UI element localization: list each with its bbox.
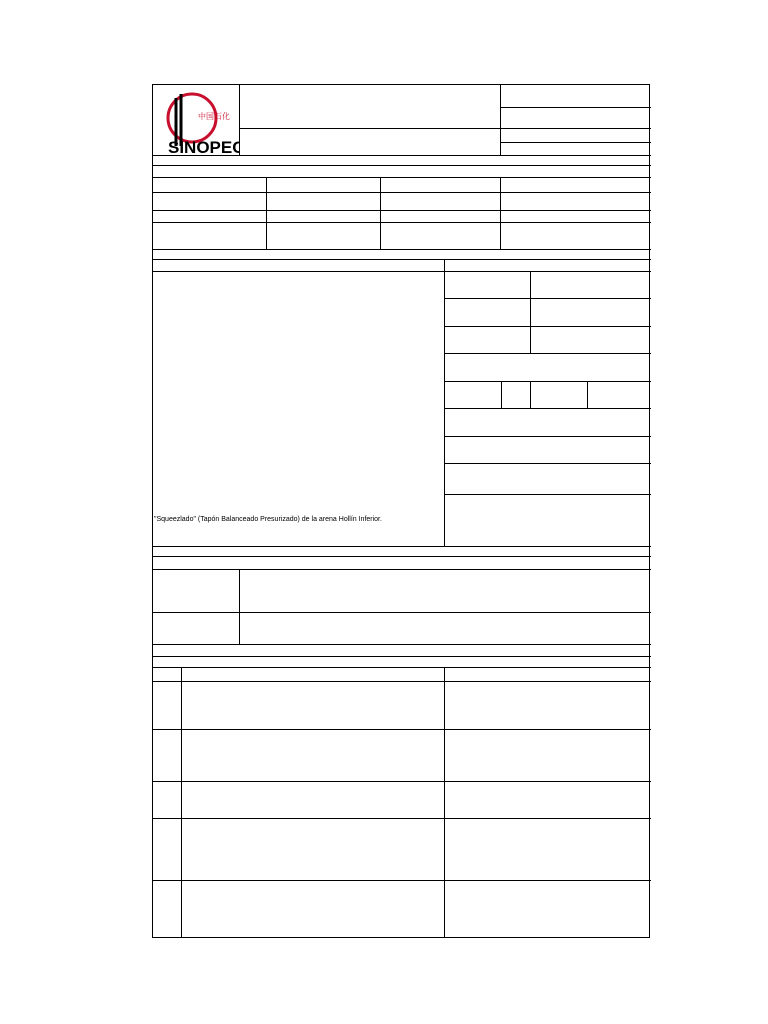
row-line: [153, 210, 651, 211]
header-row-line: [239, 128, 500, 129]
logo-wordmark: SINOPEC: [168, 138, 239, 156]
table-row-line: [153, 880, 651, 881]
table-header-line: [153, 667, 651, 668]
row-line: [153, 546, 651, 547]
table-row-line: [153, 818, 651, 819]
panel-row-line: [444, 353, 651, 354]
row-line: [153, 165, 651, 166]
logo-chinese-text: 中国石化: [198, 112, 230, 121]
panel-row-line: [444, 494, 651, 495]
panel-divider: [501, 381, 502, 408]
sinopec-logo-icon: [154, 86, 239, 156]
header-row-line: [500, 142, 651, 143]
table-divider: [444, 667, 445, 938]
panel-row-line: [444, 463, 651, 464]
panel-row-line: [444, 298, 651, 299]
program-note: "Squeezlado" (Tapón Balanceado Presurizado) de la arena Hollín Inferior.: [154, 516, 382, 523]
program-divider: [444, 259, 445, 546]
panel-row-line: [444, 436, 651, 437]
table-row-line: [153, 681, 651, 682]
header-row-line: [500, 128, 651, 129]
header-row-line: [500, 107, 651, 108]
row-line: [153, 644, 651, 645]
row-line: [153, 656, 651, 657]
grid-divider: [239, 569, 240, 644]
row-line: [153, 249, 651, 250]
panel-divider: [530, 271, 531, 353]
grid-divider: [500, 177, 501, 249]
panel-row-line: [444, 408, 651, 409]
row-line: [153, 259, 651, 260]
panel-divider: [530, 381, 531, 408]
header-divider: [500, 85, 501, 155]
grid-divider: [266, 177, 267, 249]
work-order-form: [152, 84, 650, 938]
row-line: [153, 177, 651, 178]
panel-row-line: [444, 326, 651, 327]
row-line: [153, 155, 651, 156]
row-line: [153, 612, 651, 613]
panel-row-line: [444, 381, 651, 382]
row-line: [153, 556, 651, 557]
row-line: [153, 271, 651, 272]
panel-divider: [587, 381, 588, 408]
table-divider: [181, 667, 182, 938]
table-row-line: [153, 729, 651, 730]
row-line: [153, 569, 651, 570]
row-line: [153, 222, 651, 223]
table-row-line: [153, 781, 651, 782]
grid-divider: [380, 177, 381, 249]
header-divider: [239, 85, 240, 155]
row-line: [153, 192, 651, 193]
